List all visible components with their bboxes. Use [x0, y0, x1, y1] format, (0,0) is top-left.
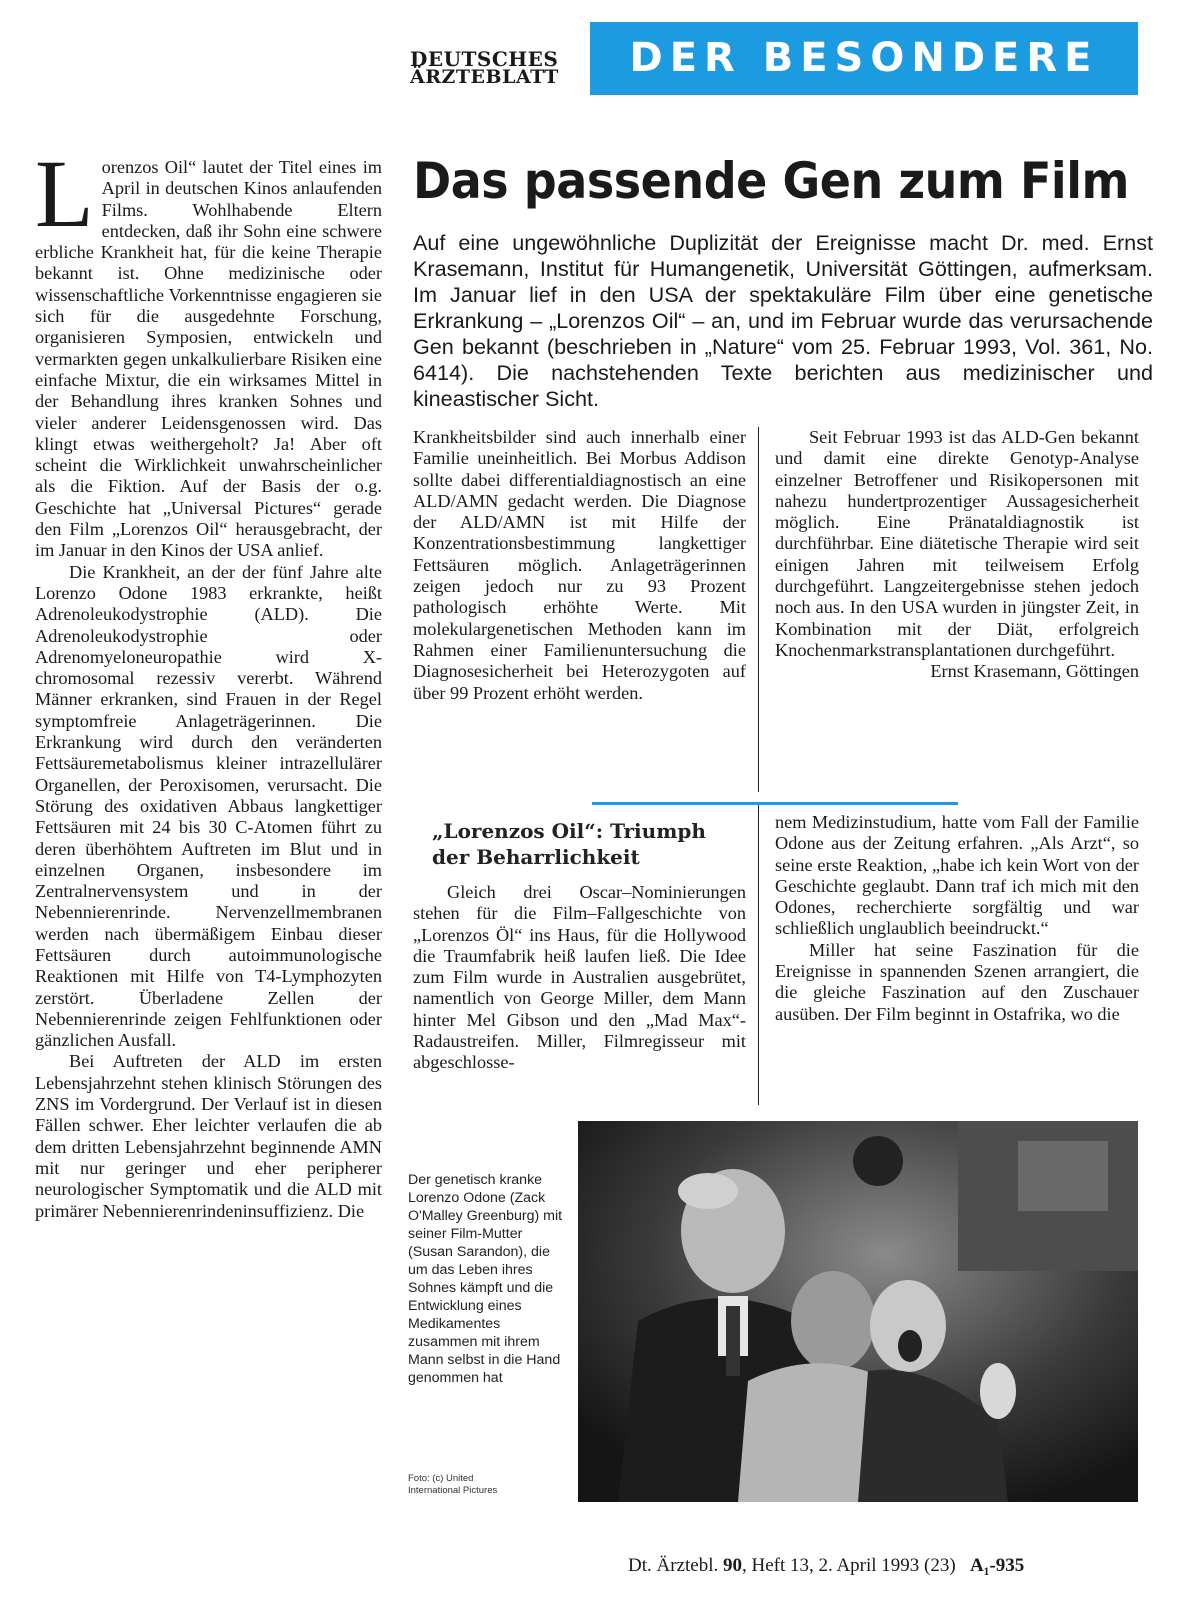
section-separator	[592, 802, 958, 805]
photo-credit	[408, 1473, 558, 1497]
journal-logo	[410, 47, 559, 88]
second-article-column-1-text: Gleich drei Oscar–Nominierungen stehen für die Film–Fallgeschichte von „Lorenzos Öl“ ins Haus, für die Hollywood die Traumfabrik heiß laufen ließ. Die Idee zum Film wurde in Australien ausgebrütet, namentlich von George Miller, dem Mann hinter Mel Gibson und den „Mad Max“-Radaustreifen. Miller, Filmregisseur mit abgeschlosse-	[413, 882, 746, 1073]
logo-line-1: DEUTSCHES	[410, 47, 559, 71]
footer-volume: 90	[722, 1555, 742, 1576]
photo-caption: Der genetisch kranke Lorenzo Odone (Zack O'Malley Greenburg) mit seiner Film-Mutter (Susan Sarandon), die um das Leben ihres Sohnes kämpft und die Entwicklung eines Medikamentes zusammen mit ihrem Mann selbst in die Hand genommen hat	[408, 1172, 563, 1386]
article-column-2-text: Seit Februar 1993 ist das ALD-Gen bekannt und damit eine direkte Genotyp-Analyse einzelner Betroffener und Risikopersonen mit nahezu hundertprozentiger Aussagesicherheit möglich. Eine Pränataldiagnostik ist durchführbar. Eine diätetische Therapie wird seit einigen Jahren mit teilweisem Erfolg durchgeführt. Langzeitergebnisse stehen jedoch noch aus. In den USA wurden in jüngster Zeit, in Kombination mit der Diät, erfolgreich Knochenmarkstransplantationen durchgeführt.	[775, 427, 1139, 660]
page-footer	[628, 1555, 1148, 1577]
footer-journal: Dt. Ärztebl.	[628, 1555, 723, 1576]
article-headline: Das passende Gen zum Film	[413, 152, 1130, 210]
film-still-photo	[578, 1121, 1138, 1502]
second-article-column-2	[775, 812, 1139, 1025]
article-column-1-text: Krankheitsbilder sind auch innerhalb einer Familie uneinheitlich. Bei Morbus Addison sollte dabei differentialdiagnostisch an eine ALD/AMN gedacht werden. Die Diagnose der ALD/AMN ist mit Hilfe der Konzentrationsbestimmung langkettiger Fettsäuren möglich. Anlageträgerinnen zeigen jedoch nur zu 93 Prozent pathologisch erhöhte Werte. Mit molekulargenetischen Methoden kann im Rahmen einer Familienuntersuchung die Diagnosesicherheit bei Heterozygoten auf über 99 Prozent erhöht werden.	[413, 427, 746, 703]
footer-page-number: A₁-935	[969, 1555, 1025, 1576]
article-intro: Auf eine ungewöhnliche Duplizität der Ereignisse macht Dr. med. Ernst Krasemann, Institut für Humangenetik, Universität Göttingen, aufmerksam. Im Januar lief in den USA der spektakuläre Film über eine genetische Erkrankung – „Lorenzos Oil“ – an, und im Februar wurde das verursachende Gen bekannt (beschrieben in „Nature“ vom 25. Februar 1993, Vol. 361, No. 6414). Die nachstehenden Texte berichten aus medizinischer und kineastischer Sicht.	[413, 230, 1153, 411]
left-paragraph-2: Die Krankheit, an der der fünf Jahre alte Lorenzo Odone 1983 erkrankte, heißt Adrenoleukodystrophie (ALD). Die Adrenoleukodystrophie oder Adrenomyeloneuropathie wird X-chromosomal rezessiv vererbt. Während Männer erkranken, sind Frauen in der Regel symptomfreie Anlageträgerinnen. Die Erkrankung wird durch den veränderten Fettsäuremetabolismus kleiner intrazellulärer Organellen, der Peroxisomen, verursacht. Die Störung des oxidativen Abbaus langkettiger Fettsäuren mit 24 bis 30 C-Atomen führt zu deren überhöhtem Auftreten im Blut und in einzelnen Organen, insbesondere im Zentralnervensystem und in der Nebennierenrinde. Nervenzellmembranen werden nach übermäßigem Einbau dieser Fettsäuren durch autoimmunologische Reaktionen mit Hilfe von T4-Lymphozyten zerstört. Überladene Zellen der Nebennierenrinde zeigen Fehlfunktionen oder gänzlichen Ausfall.	[35, 561, 382, 1051]
second-article-column-2-p1: nem Medizinstudium, hatte vom Fall der Familie Odone aus der Zeitung erfahren. „Als Arzt“, so seine erste Reaktion, „habe ich kein Wort von der Geschichte geglaubt. Dann traf ich mich mit den Odones, recherchierte sorgfältig und war schließlich unglaublich beeindruckt.“	[775, 812, 1139, 939]
second-article-column-2-p2: Miller hat seine Faszination für die Ereignisse in spannenden Szenen arrangiert, die die gleiche Faszination auf den Zuschauer ausüben. Der Film beginnt in Ostafrika, wo die	[775, 939, 1139, 1024]
logo-line-2: ÄRZTEBLATT	[410, 66, 559, 88]
film-still-image	[578, 1121, 1138, 1502]
second-article-headline: „Lorenzos Oil“: Triumph der Beharrlichkeit	[432, 819, 706, 869]
author-signature: Ernst Krasemann, Göttingen	[930, 661, 1139, 682]
drop-cap: L	[35, 140, 94, 247]
column-divider-2	[758, 805, 759, 1105]
photo-credit-line-1: Foto: (c) United	[408, 1473, 474, 1484]
footer-issue: , Heft 13, 2. April 1993 (23)	[741, 1555, 956, 1576]
left-paragraph-1: Lorenzos Oil“ lautet der Titel eines im April in deutschen Kinos anlaufenden Films. Wohlhabende Eltern entdecken, daß ihr Sohn eine schwere erbliche Krankheit hat, für die keine Therapie bekannt ist. Ohne medizinische oder wissenschaftliche Vorkenntnisse engagieren sie sich für die ausgedehnte Forschung, organisieren Symposien, entwickeln und vermarkten gegen unkalkulierbare Risiken eine einfache Mixtur, die ein wirksames Mittel in der Behandlung ihres kranken Sohnes und vieler anderer Leidensgenossen wird. Das klingt etwas weithergeholt? Ja! Aber oft scheint die Wirklichkeit unwahrscheinlicher als die Fiktion. Auf der Basis der o.g. Geschichte hat „Universal Pictures“ gerade den Film „Lorenzos Oil“ herausgebracht, der im Januar in den Kinos der USA anlief.	[35, 140, 382, 561]
article-column-2	[775, 427, 1139, 683]
photo-credit-line-2: International Pictures	[408, 1485, 498, 1496]
section-banner: DER BESONDERE FILM	[590, 22, 1138, 95]
left-paragraph-3: Bei Auftreten der ALD im ersten Lebensjahrzehnt stehen klinisch Störungen des ZNS im Vordergrund. Der Verlauf ist in diesen Fällen schwer. Eher leichter verlaufen die ab dem dritten Lebensjahrzehnt beginnende AMN mit nur geringer und eher peripherer neurologischer Symptomatik und die ALD mit primärer Nebennierenrindeninsuffizienz. Die	[35, 1051, 382, 1221]
article-column-1	[413, 427, 746, 704]
column-divider	[758, 427, 759, 792]
left-column	[35, 140, 382, 1222]
second-article-column-1	[413, 882, 746, 1074]
